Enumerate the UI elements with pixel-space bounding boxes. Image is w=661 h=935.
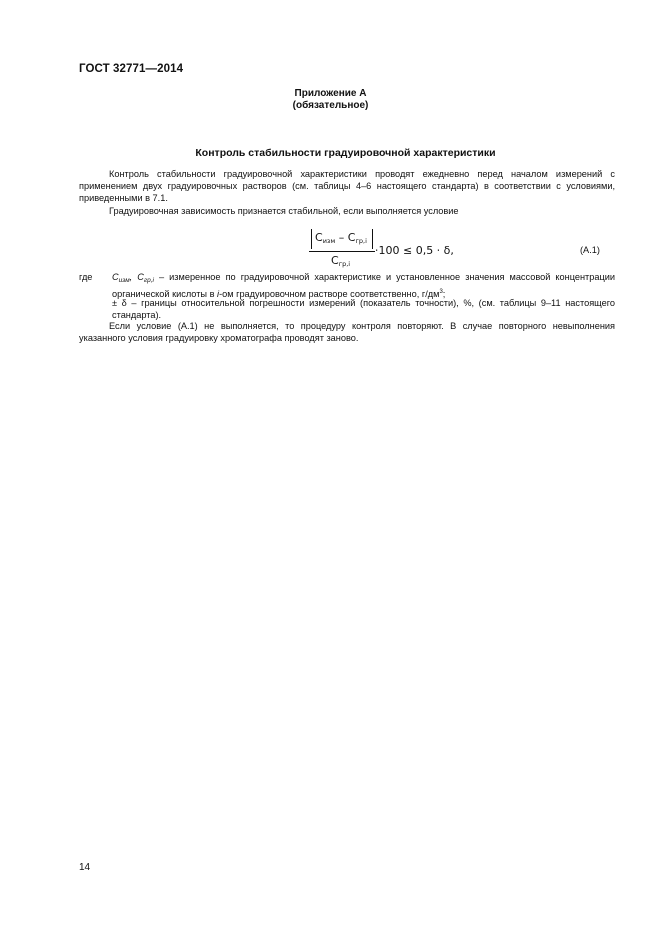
numerator-c1: С [315,231,323,244]
numerator-sub2: гр,i [355,237,367,245]
paragraph-2-text: Градуировочная зависимость признается стабильной, если выполняется условие [109,206,459,216]
formula-minus: – [335,231,348,244]
section-title: Контроль стабильности градуировочной характеристики [195,147,496,159]
formula-right-side: ⋅100 ≤ 0,5 ⋅ δ, [375,244,454,257]
standard-code: ГОСТ 32771—2014 [79,63,184,75]
formula-denominator [331,254,350,268]
formula-numerator [315,231,367,245]
paragraph-1 [79,169,615,204]
definition-2 [112,298,615,322]
paragraph-3 [79,321,615,345]
def-2-text: ± δ – границы относительной погрешности измерений (показатель точности), %, (см. таблицы 9–11 настоящего стандарта). [112,298,615,320]
appendix-status: (обязательное) [292,100,369,111]
formula-a1 [309,228,469,272]
formula-absolute-bars [311,229,373,249]
def-1-sub1: изм [118,277,130,284]
numerator-c2: С [347,231,356,244]
def-1-text: – измеренное по градуировочной характеристике и установленное значения массовой концентрации органической кислоты в [112,272,615,299]
page-number: 14 [79,862,91,873]
def-1-sep: , С [129,272,144,282]
def-1-sup: 3 [439,288,443,295]
def-1-i: i [217,288,220,299]
appendix-title: Приложение А [294,88,367,99]
paragraph-1-text: Контроль стабильности градуировочной характеристики проводят ежедневно перед началом измерений с применением двух градуировочных растворов (см. таблицы 4–6 настоящего стандарта) в соответствии с условиями, приведенными в 7.1. [79,169,615,203]
denominator-c: С [331,254,339,267]
def-1-sub2: гр,i [143,277,154,284]
where-label: где [79,272,93,282]
def-1-symbol: С [112,272,119,282]
formula-number: (А.1) [580,245,600,255]
def-1-end: ; [442,288,446,299]
denominator-sub: гр,i [338,260,351,268]
definition-1 [112,272,615,301]
fraction-line [309,251,375,252]
paragraph-2 [79,206,615,218]
numerator-sub1: изм [322,237,336,245]
def-1-text2: -ом градуировочном растворе соответственно, г/дм [219,288,440,299]
paragraph-3-text: Если условие (А.1) не выполняется, то процедуру контроля повторяют. В случае повторного невыполнения указанного условия градуировку хроматографа проводят заново. [79,321,615,343]
